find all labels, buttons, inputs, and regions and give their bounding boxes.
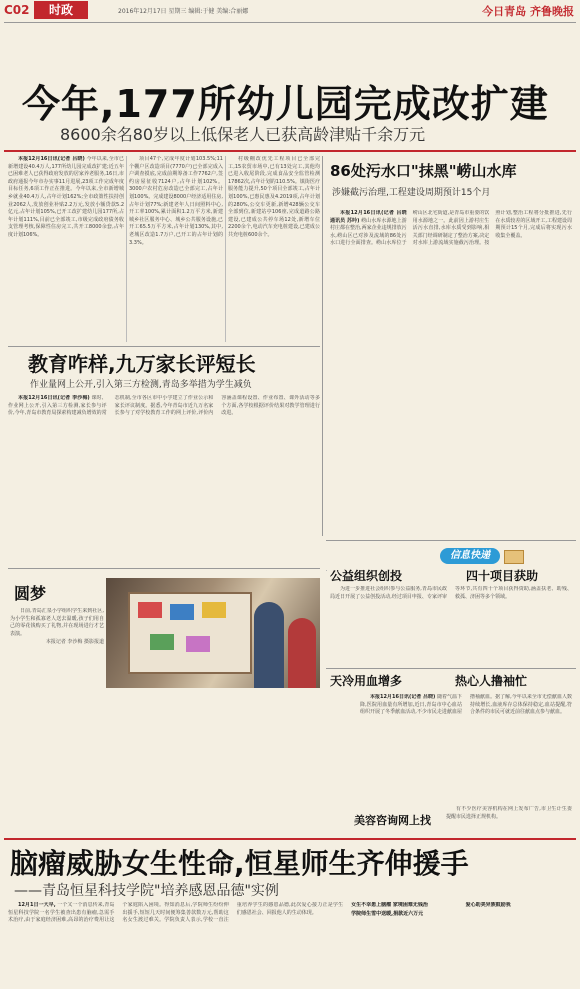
bulletin-board	[128, 592, 252, 674]
photo-caption-text: 日前,青岛汇泉小学组织学生来到社区,为小学生和孤寡老人送去温暖,孩子们用自己的零花钱购买了礼物,并在现场进行才艺表演。	[10, 608, 104, 637]
section-rule	[8, 568, 320, 569]
section-rule	[326, 540, 576, 541]
photo-image	[106, 578, 320, 688]
photo-caption	[10, 608, 104, 690]
lead-subheadline: 8600余名80岁以上低保老人已获高龄津贴千余万元	[60, 125, 426, 144]
charity-body	[330, 586, 572, 666]
envelope-icon	[504, 550, 524, 564]
section-label: 时政	[34, 1, 88, 19]
blood-headline-right: 热心人撸袖忙	[455, 674, 528, 688]
feature-dateline: 12月1日一大早,	[18, 902, 56, 908]
promo-badge	[440, 548, 572, 566]
lead-column-3	[228, 156, 320, 342]
board-card	[170, 604, 194, 620]
board-card	[186, 636, 210, 652]
blood-text: 随着气温下降,医院用血量有所增加,近日,青岛市中心血站组织开展了冬季献血活动,不少市民走进献血屋撸袖献血。据了解,今年以来全市无偿献血人数持续增长,血液库存总体保持稳定,血站提醒,符合条件的市民可就近前往献血点参与献血。	[360, 694, 572, 716]
lead-headline: 今年,177所幼儿园完成改扩建	[22, 82, 549, 126]
child-figure	[254, 602, 284, 688]
board-card	[150, 634, 174, 650]
consult-text: 有不少医疗美容机构在网上发布广告,市卫生计生委提醒市民选择正规机构。	[446, 806, 572, 820]
column-rule	[322, 156, 323, 536]
feature-section-head: 女生不幸患上脑瘤 家境困难无钱治	[351, 902, 428, 908]
parents-subheadline: 作业量网上公开,引入第三方检测,青岛多举措为学生减负	[30, 380, 252, 390]
lead-column-1	[8, 156, 124, 342]
newspaper-brand: 今日青岛 齐鲁晚报	[482, 5, 574, 18]
photo-title: 圆梦	[14, 584, 47, 603]
section-rule	[326, 668, 576, 669]
feature-right-head: 爱心助美异族鼓励我	[465, 902, 511, 908]
promo-label: 信息快递	[440, 548, 500, 564]
column-rule	[126, 156, 127, 342]
column-rule	[225, 156, 226, 342]
blood-dateline: 本报12月16日讯(记者 吕晓)	[370, 694, 436, 700]
water-subheadline: 涉嫌截污治理,工程建设周期预计15个月	[332, 188, 491, 198]
lead-column-2	[129, 156, 223, 342]
board-card	[202, 602, 226, 618]
parents-body	[8, 395, 320, 560]
issue-meta: 2016年12月17日 星期三 编辑:于健 美编:合丽娜	[118, 8, 249, 15]
charity-headline-right: 四十项目获助	[466, 569, 539, 583]
water-body	[330, 210, 572, 535]
page-code: C02	[4, 3, 30, 17]
lead-text-1: 今年以来,全市已新增建设40.4万人,177所幼儿园完成改扩建;近五年已困难老人已获得政府发放的居家养老服务,16日,市政府通报今年市办实事11月进展,23项工作完成年度目标任务,6项工作正在推进。今年以来,全市新增城乡就业40.4万人,占年计划162%;全市政策性扶持创业2062人,发放创业补贴2.2万元,发放小额贷款5.2亿元,占年计划105%,已开工改扩建幼儿园177所,占年计划111%,目前已全部竣工,市级完成政府债务收支管理考核,保障性住房完工,共开工8000余套,占年度计划106%。	[8, 156, 124, 238]
lead-text-2: 项目47个,完成年度计划103.5%;11个棚户区改造项目(7770户)已全部完成入户调查摸底,完成前期筹备工作7762户,签约房屋征收7124户,占年计划102%。3000户农村危房改造已全部完工,占年计划100%。完成建设8000户经济适用住房,占年计划77%;新建老年人日间照料中心,开工率100%,累计面积1.2万平方米,新建城乡社区服务中心、城乡公共服务设施,已开工65.5万平方米,占年计划130%,其中,老城区改造1.7万户,已开工的占年计划的3.3%。	[129, 156, 223, 246]
charity-text: 为进一步推进社会组织参与公益服务,青岛市民政局近日开展了公益创投活动,经过项目申报、专家评审等环节,共有四十个项目获得资助,涵盖扶老、助残、救孤、济困等多个领域。	[330, 586, 572, 600]
header-rule	[4, 22, 576, 23]
section-rule	[8, 346, 320, 347]
lead-text-3: 村级棚改优先工程项目已全部完工,15农贸市场中,已有13处完工,其他均已进入收尾阶段,完成食品安全监管检测17862次,占年计划的110.5%。镇街医疗服务能力提升,50个项目全部竣工,占年计划100%,已惠民惠及4.2019项,占年计划的280%,公交车更新,新增428辆公交车全部到位,新建站亭106座,完成道路公路建设,已建成公共停车场12处,新增车位2200余个,电动汽车充电桩建设,已建成公共充电桩600余个。	[228, 156, 320, 238]
charity-headline-left: 公益组织创投	[330, 569, 403, 583]
water-headline: 86处污水口"抹黑"崂山水库	[330, 162, 517, 180]
feature-mid-head: 学院师生雪中送暖,捐款近六万元	[351, 910, 424, 917]
parents-dateline: 本报12月16日讯(记者 李沙梅)	[18, 395, 90, 401]
feature-headline: 脑瘤威胁女生性命,恒星师生齐伸援手	[10, 847, 469, 880]
feature-text: 一个又一个消息传来,青岛恒星科技学院一名学生被查出患有脑瘤,急需手术治疗,由于家庭经济困难,高昂的治疗费用让这个家庭陷入困境。得知消息后,学院师生纷纷伸出援手,短短几天时间便筹集善款数万元,帮助这名女生渡过难关。学院负责人表示,学校一直注重培养学生的感恩品德,此次爱心接力正是学生们感恩社会、回报他人的生动体现。	[8, 902, 344, 924]
feature-body	[8, 902, 572, 986]
page-header	[0, 0, 580, 22]
consult-headline: 美容咨询网上找	[354, 814, 431, 827]
feature-divider	[4, 838, 576, 840]
lead-dateline: 本报12月16日讯(记者 吕晓)	[18, 156, 85, 162]
child-figure	[288, 618, 316, 688]
board-card	[138, 602, 162, 618]
consult-body	[446, 806, 572, 834]
water-dateline: 本报12月16日讯(记者 吕晓 通讯员 苏吟)	[330, 210, 407, 224]
blood-body	[360, 694, 572, 804]
feature-subheadline: ——青岛恒星科技学院"培养感恩品德"实例	[14, 883, 279, 899]
lead-divider	[4, 150, 576, 152]
photo-credit: 本报记者 李沙梅 摄影报道	[45, 639, 104, 646]
blood-headline-left: 天冷用血增多	[330, 674, 403, 688]
water-text: 崂山水库水源地上游村庄都在整治,两家企业违规排放污水,崂山区已对涉及流域的86处污水口进行全面排查。崂山水库位于崂山区北宅街道,是青岛市重要的饮用水源地之一。此前因上游村庄生活污水直排,水库水质受到影响,相关部门经调研制定了整治方案,决定对水库上游流域实施截污治理。按照计划,整治工程将分批推进,先行在水质较差的区域开工,工程建设周期预计15个月,完成后将实现污水收集全覆盖。	[330, 210, 572, 247]
parents-headline: 教育咋样,九万家长评短长	[28, 352, 256, 376]
parents-text: 课时、作业网上公开,引入第三方检测,家长参与评价,今年,青岛市教育局探索构建减负增效的常态机制,全市各区市中小学建立了作业公示和家长评议制度。据悉,今年青岛市近九万名家长参与了对学校教育工作的网上评价,评价内容涵盖课程设置、作业布置、课外活动等多个方面,各学校根据评价结果对教学管理进行改进。	[8, 395, 320, 417]
spacer	[326, 570, 327, 571]
